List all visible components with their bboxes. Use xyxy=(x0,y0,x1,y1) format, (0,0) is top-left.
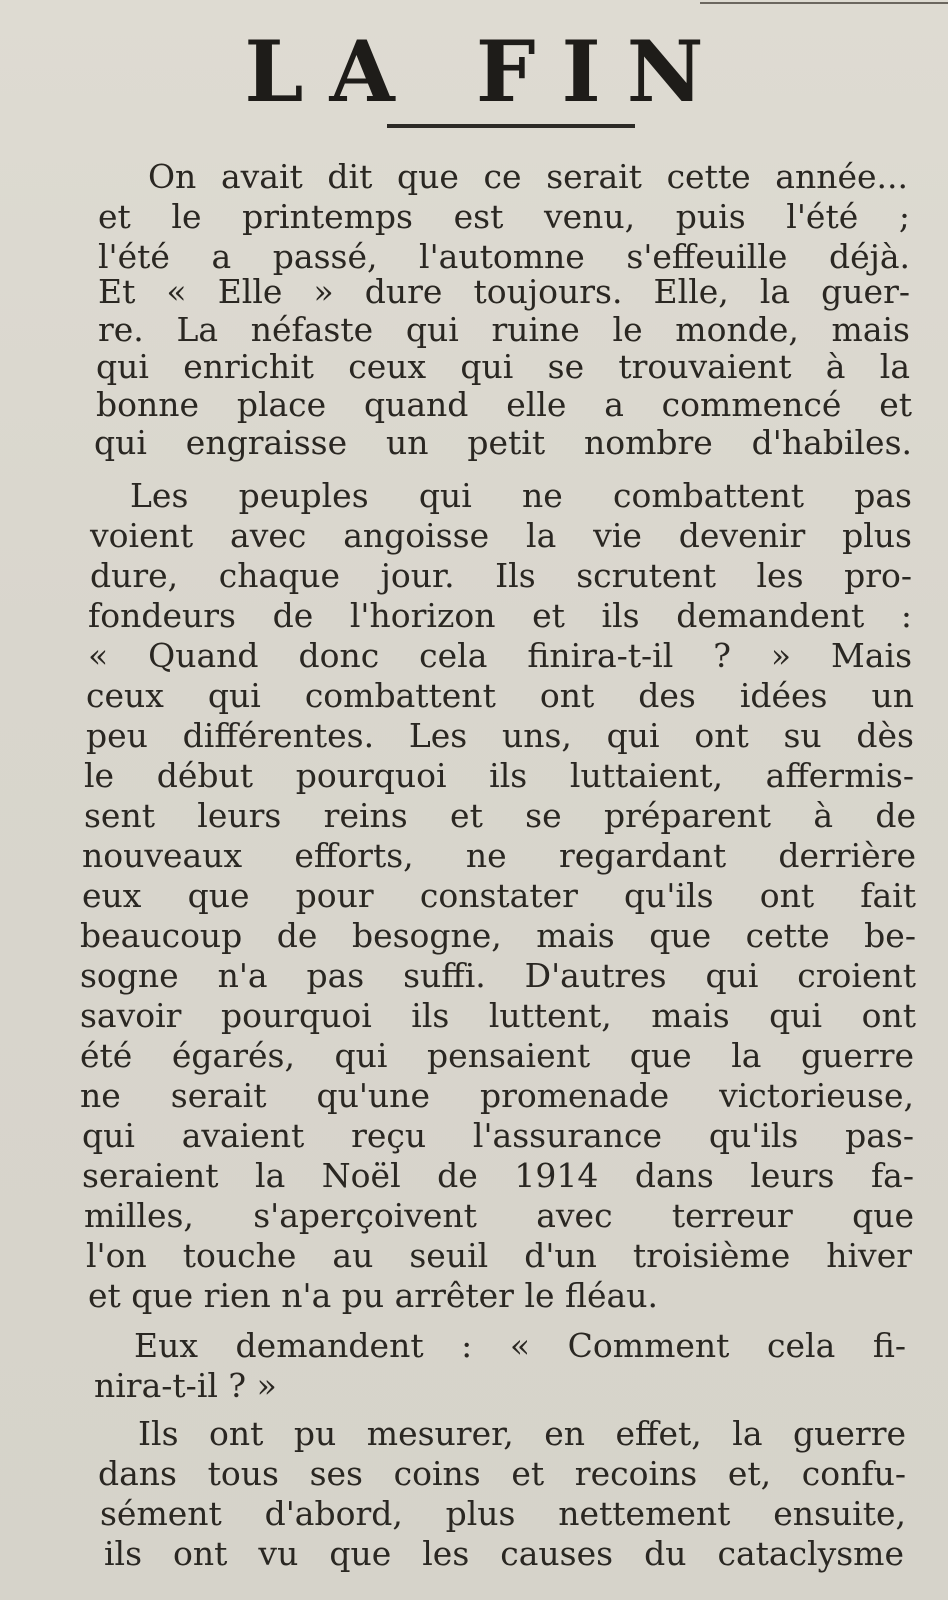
text-line: Ils ont pu mesurer, en effet, la guerre xyxy=(138,1414,906,1453)
text-line: fondeurs de l'horizon et ils demandent : xyxy=(88,596,912,635)
text-line: Les peuples qui ne combattent pas xyxy=(130,476,912,515)
text-line: nouveaux efforts, ne regardant derrière xyxy=(82,836,916,875)
text-line: eux que pour constater qu'ils ont fait xyxy=(82,876,916,915)
text-line: seraient la Noël de 1914 dans leurs fa- xyxy=(82,1156,914,1195)
text-line: ils ont vu que les causes du cataclysme xyxy=(104,1534,904,1573)
text-line: bonne place quand elle a commencé et xyxy=(96,385,912,424)
text-line: ceux qui combattent ont des idées un xyxy=(86,676,914,715)
text-line: qui enrichit ceux qui se trouvaient à la xyxy=(96,347,910,386)
text-line: le début pourquoi ils luttaient, affermis- xyxy=(84,756,914,795)
text-line: Et « Elle » dure toujours. Elle, la guer- xyxy=(98,272,910,311)
text-line: beaucoup de besogne, mais que cette be- xyxy=(80,916,916,955)
article-headline: LA FIN xyxy=(244,22,730,121)
text-line: l'été a passé, l'automne s'effeuille déjà. xyxy=(98,237,910,276)
text-line: voient avec angoisse la vie devenir plus xyxy=(90,516,912,555)
text-line: et que rien n'a pu arrêter le fléau. xyxy=(88,1276,658,1315)
text-line: l'on touche au seuil d'un troisième hiver xyxy=(86,1236,912,1275)
text-line: sément d'abord, plus nettement ensuite, xyxy=(100,1494,906,1533)
text-line: On avait dit que ce serait cette année... xyxy=(148,157,908,196)
text-line: qui avaient reçu l'assurance qu'ils pas- xyxy=(82,1116,914,1155)
text-line: milles, s'aperçoivent avec terreur que xyxy=(84,1196,914,1235)
headline-underline xyxy=(387,124,635,128)
text-line: sogne n'a pas suffi. D'autres qui croient xyxy=(80,956,916,995)
text-line: peu différentes. Les uns, qui ont su dès xyxy=(86,716,914,755)
text-line: re. La néfaste qui ruine le monde, mais xyxy=(98,310,910,349)
text-line: dure, chaque jour. Ils scrutent les pro- xyxy=(90,556,912,595)
text-line: dans tous ses coins et recoins et, confu- xyxy=(98,1454,906,1493)
text-line: qui engraisse un petit nombre d'habiles. xyxy=(94,423,912,462)
text-line: nira-t-il ? » xyxy=(94,1366,277,1405)
text-line: sent leurs reins et se préparent à de xyxy=(84,796,916,835)
text-line: été égarés, qui pensaient que la guerre xyxy=(80,1036,914,1075)
text-line: savoir pourquoi ils luttent, mais qui ont xyxy=(80,996,916,1035)
text-line: Eux demandent : « Comment cela fi- xyxy=(134,1326,906,1365)
text-line: ne serait qu'une promenade victorieuse, xyxy=(80,1076,914,1115)
text-line: « Quand donc cela finira-t-il ? » Mais xyxy=(88,636,912,675)
top-border-rule xyxy=(700,2,948,4)
text-line: et le printemps est venu, puis l'été ; xyxy=(98,197,910,236)
